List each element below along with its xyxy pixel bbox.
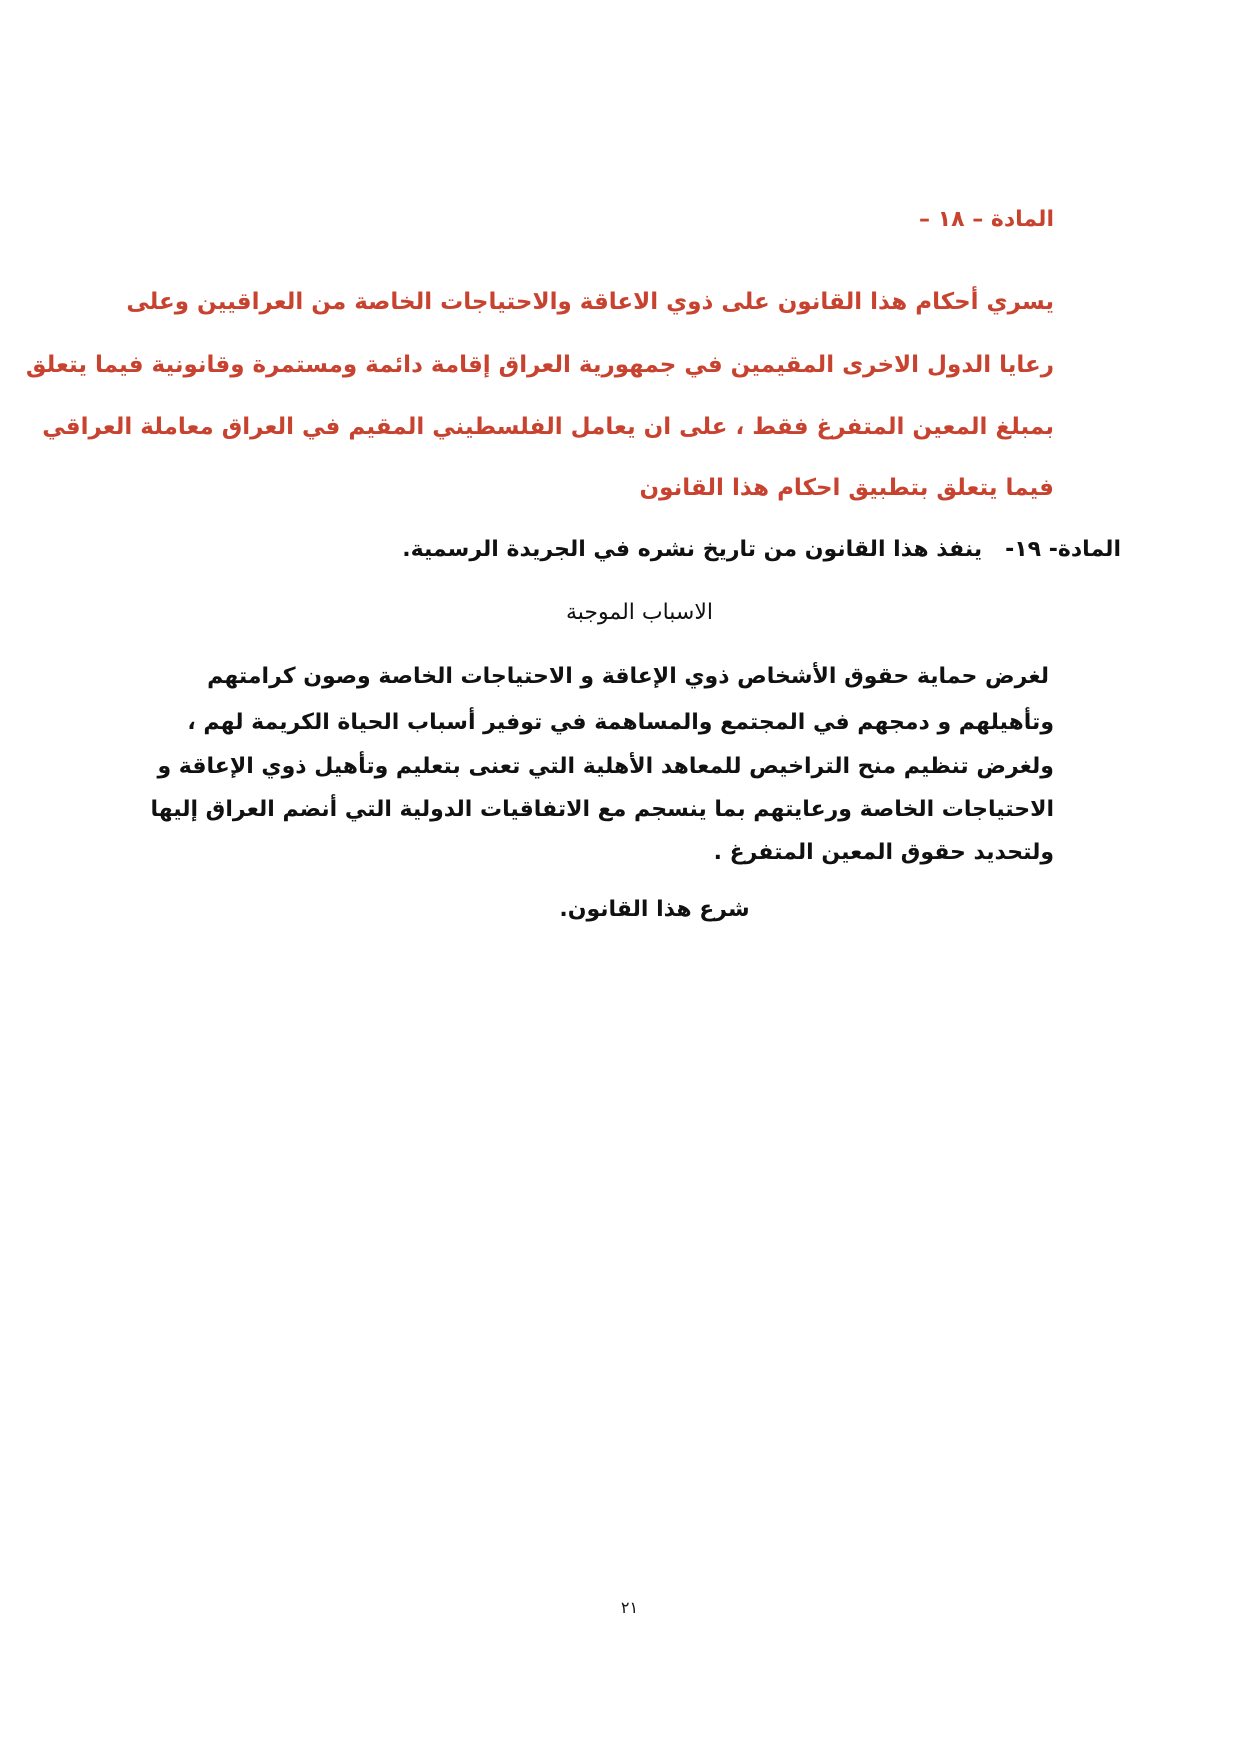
reasons-heading: الاسباب الموجبة [565,600,714,625]
page-number: ٢١ [620,1598,639,1617]
article-18-line-4: فيما يتعلق بتطبيق احكام هذا القانون [639,475,1054,501]
article-18-line-2: رعايا الدول الاخرى المقيمين في جمهورية العراق إقامة دائمة ومستمرة وقانونية فيما يتعلق [25,352,1054,378]
article-19-label: المادة- ١٩- [1005,537,1121,562]
article-19-text: ينفذ هذا القانون من تاريخ نشره في الجريدة الرسمية. [402,537,983,562]
reasons-line-3: ولغرض تنظيم منح التراخيص للمعاهد الأهلية التي تعنى بتعليم وتأهيل ذوي الإعاقة و [157,754,1054,779]
article-18-heading: المادة – ١٨ – [919,207,1054,232]
reasons-line-2: وتأهيلهم و دمجهم في المجتمع والمساهمة في توفير أسباب الحياة الكريمة لهم ، [187,710,1054,735]
reasons-line-4: الاحتياجات الخاصة ورعايتهم بما ينسجم مع الاتفاقيات الدولية التي أنضم العراق إليها [150,797,1054,822]
article-18-line-1: يسري أحكام هذا القانون على ذوي الاعاقة والاحتياجات الخاصة من العراقيين وعلى [126,289,1054,315]
article-18-line-3: بمبلغ المعين المتفرغ فقط ، على ان يعامل الفلسطيني المقيم في العراق معاملة العراقي [42,414,1054,440]
enactment-statement: شرع هذا القانون. [559,897,750,922]
reasons-line-5: ولتحديد حقوق المعين المتفرغ . [713,840,1054,865]
article-19 [402,537,1121,562]
reasons-line-1: لغرض حماية حقوق الأشخاص ذوي الإعاقة و الاحتياجات الخاصة وصون كرامتهم [207,664,1049,689]
